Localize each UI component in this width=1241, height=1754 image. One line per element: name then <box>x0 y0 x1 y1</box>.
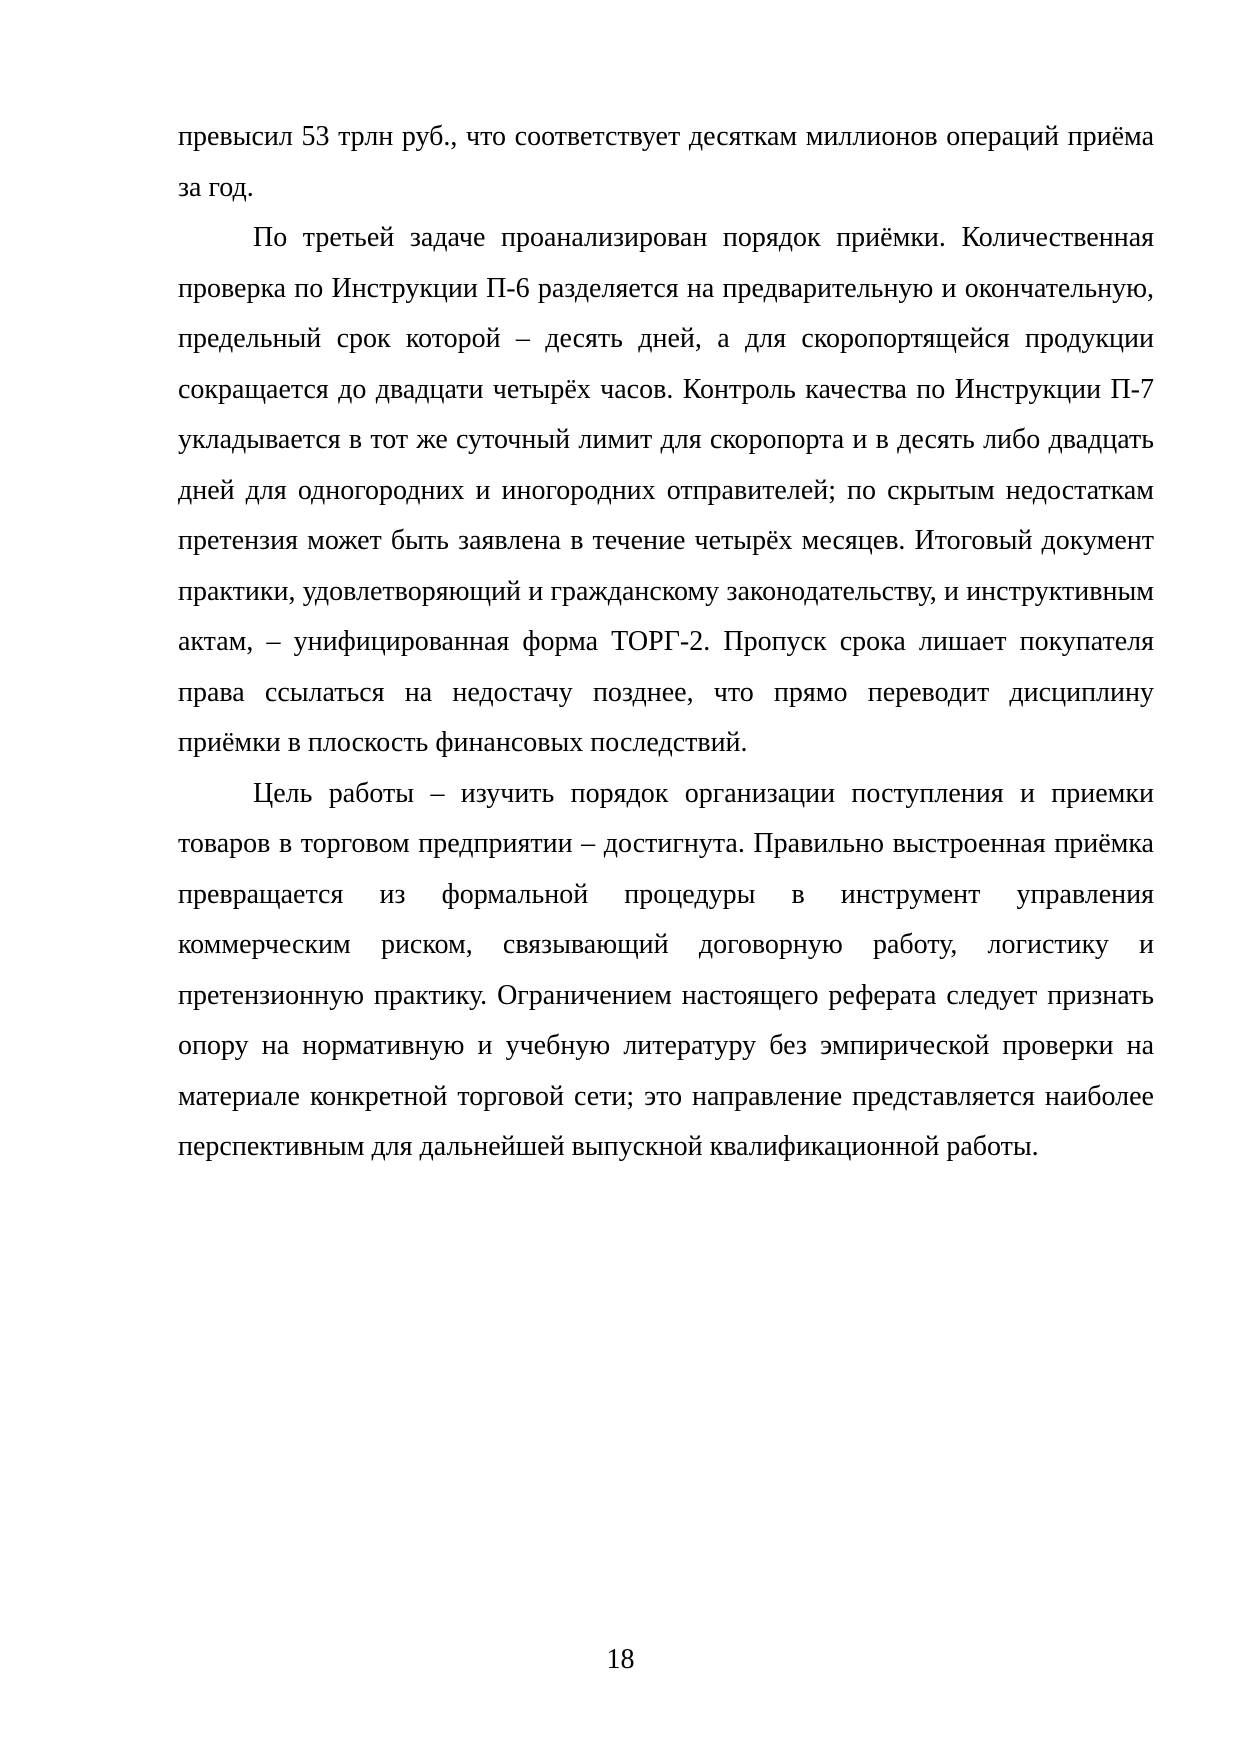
page-number: 18 <box>606 1644 635 1675</box>
paragraph-conclusion: Цель работы – изучить порядок организации поступления и приемки товаров в торговом предприятии – достигнута. Правильно выстроенная приёмка превращается из формальной процедуры в инструмент управления коммерческим риском, связывающий договорную работу, логистику и претензионную практику. Ограничением настоящего реферата следует признать опору на нормативную и учебную литературу без эмпирической проверки на материале конкретной торговой сети; это направление представляется наиболее перспективным для дальнейшей выпускной квалификационной работы. <box>178 777 1154 1162</box>
body-text <box>178 112 1154 1173</box>
paragraph-acceptance-procedure: По третьей задаче проанализирован порядок приёмки. Количественная проверка по Инструкции П-6 разделяется на предварительную и окончательную, предельный срок которой – десять дней, а для скоропортящейся продукции сокращается до двадцати четырёх часов. Контроль качества по Инструкции П-7 укладывается в тот же суточный лимит для скоропорта и в десять либо двадцать дней для одногородних и иногородних отправителей; по скрытым недостаткам претензия может быть заявлена в течение четырёх месяцев. Итоговый документ практики, удовлетворяющий и гражданскому законодательству, и инструктивным актам, – унифицированная форма ТОРГ-2. Пропуск срока лишает покупателя права ссылаться на недостачу позднее, что прямо переводит дисциплину приёмки в плоскость финансовых последствий. <box>178 222 1154 758</box>
paragraph-continuation: превысил 53 трлн руб., что соответствует десяткам миллионов операций приёма за год. <box>178 121 1154 203</box>
